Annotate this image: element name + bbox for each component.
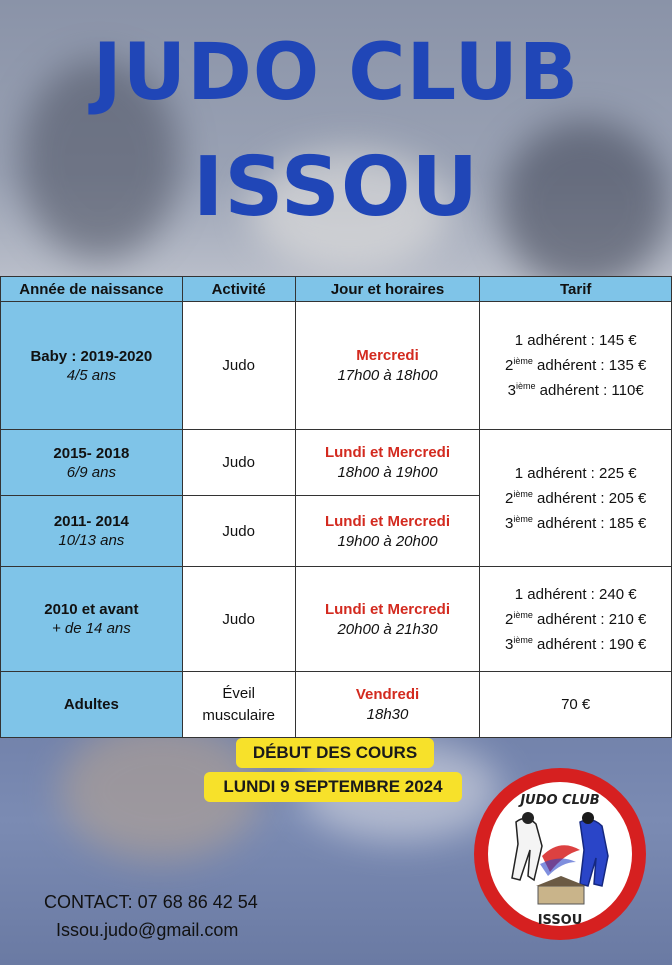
schedule-cell [295,567,480,672]
town-hall-icon [538,886,584,904]
table-row [1,430,672,496]
start-date-banner-2: LUNDI 9 SEPTEMBRE 2024 [204,772,462,802]
tarif-line: 1 adhérent : 145 € [514,332,637,349]
schedule-cell [295,672,480,738]
tarif-line: 2ième adhérent : 135 € [505,356,647,374]
hours: 19h00 à 20h00 [337,532,438,550]
tarif-cell [480,302,672,430]
hours: 18h00 à 19h00 [337,464,438,481]
day: Lundi et Mercredi [324,512,451,530]
schedule-cell [295,430,480,496]
birth-year-cell [1,496,183,567]
day: Lundi et Mercredi [324,600,451,618]
age-range: 4/5 ans [66,366,116,384]
birth-year: 2015- 2018 [53,444,130,462]
table-row [1,567,672,672]
age-range: 6/9 ans [66,463,116,481]
column-header: Année de naissance [1,277,183,302]
activity-cell [182,672,295,738]
birth-year: 2010 et avant [44,601,139,618]
club-logo [470,764,650,944]
birth-year-cell [1,302,183,430]
hours: 17h00 à 18h00 [337,367,438,384]
judoka-head-icon [522,812,534,824]
logo-top-text: JUDO CLUB [520,793,600,808]
tarif-line: 3ième adhérent : 190 € [505,634,647,653]
table-row [1,672,672,738]
activity-cell: Judo [182,567,295,672]
judoka-head-icon [582,812,594,824]
tarif-line: 2ième adhérent : 210 € [505,609,647,628]
age-range: 10/13 ans [58,532,125,549]
day: Mercredi [356,347,419,364]
birth-year-cell [1,430,183,496]
tarif-cell [480,567,672,672]
column-header: Jour et horaires [295,277,480,302]
tarif-line: 2ième adhérent : 205 € [505,488,647,507]
schedule-cell [295,302,480,430]
schedule-cell [295,496,480,567]
tarif-cell: 70 € [480,672,672,738]
column-header: Activité [182,277,295,302]
activity-text: Éveil musculaire [202,684,275,724]
birth-year: 2011- 2014 [53,513,129,530]
birth-year-cell [1,567,183,672]
activity-cell: Judo [182,302,295,430]
hours: 20h00 à 21h30 [337,620,438,638]
activity-cell: Judo [182,430,295,496]
age-range: + de 14 ans [51,620,131,637]
birth-year: Adultes [63,696,119,713]
birth-year: Baby : 2019-2020 [30,347,153,365]
title-line-2: ISSOU [192,140,480,235]
day: Lundi et Mercredi [324,444,451,461]
contact-phone: CONTACT: 07 68 86 42 54 [44,892,258,912]
tarif-line: 3ième adhérent : 185 € [505,513,647,532]
hours: 18h30 [366,706,409,723]
table-row [1,302,672,430]
title-line-1: JUDO CLUB [92,28,580,118]
tarif-line: 1 adhérent : 225 € [514,464,637,482]
start-date-banner-1: DÉBUT DES COURS [236,738,434,768]
tarif-line: 1 adhérent : 240 € [514,585,637,603]
schedule-table [0,276,672,738]
tarif-line: 3ième adhérent : 110€ [507,381,644,399]
activity-cell: Judo [182,496,295,567]
table-header-row [1,277,672,302]
tarif-cell [480,430,672,567]
column-header: Tarif [480,277,672,302]
day: Vendredi [355,686,420,703]
logo-bottom-text: ISSOU [537,913,583,928]
birth-year-cell [1,672,183,738]
contact-email: Issou.judo@gmail.com [56,920,239,940]
